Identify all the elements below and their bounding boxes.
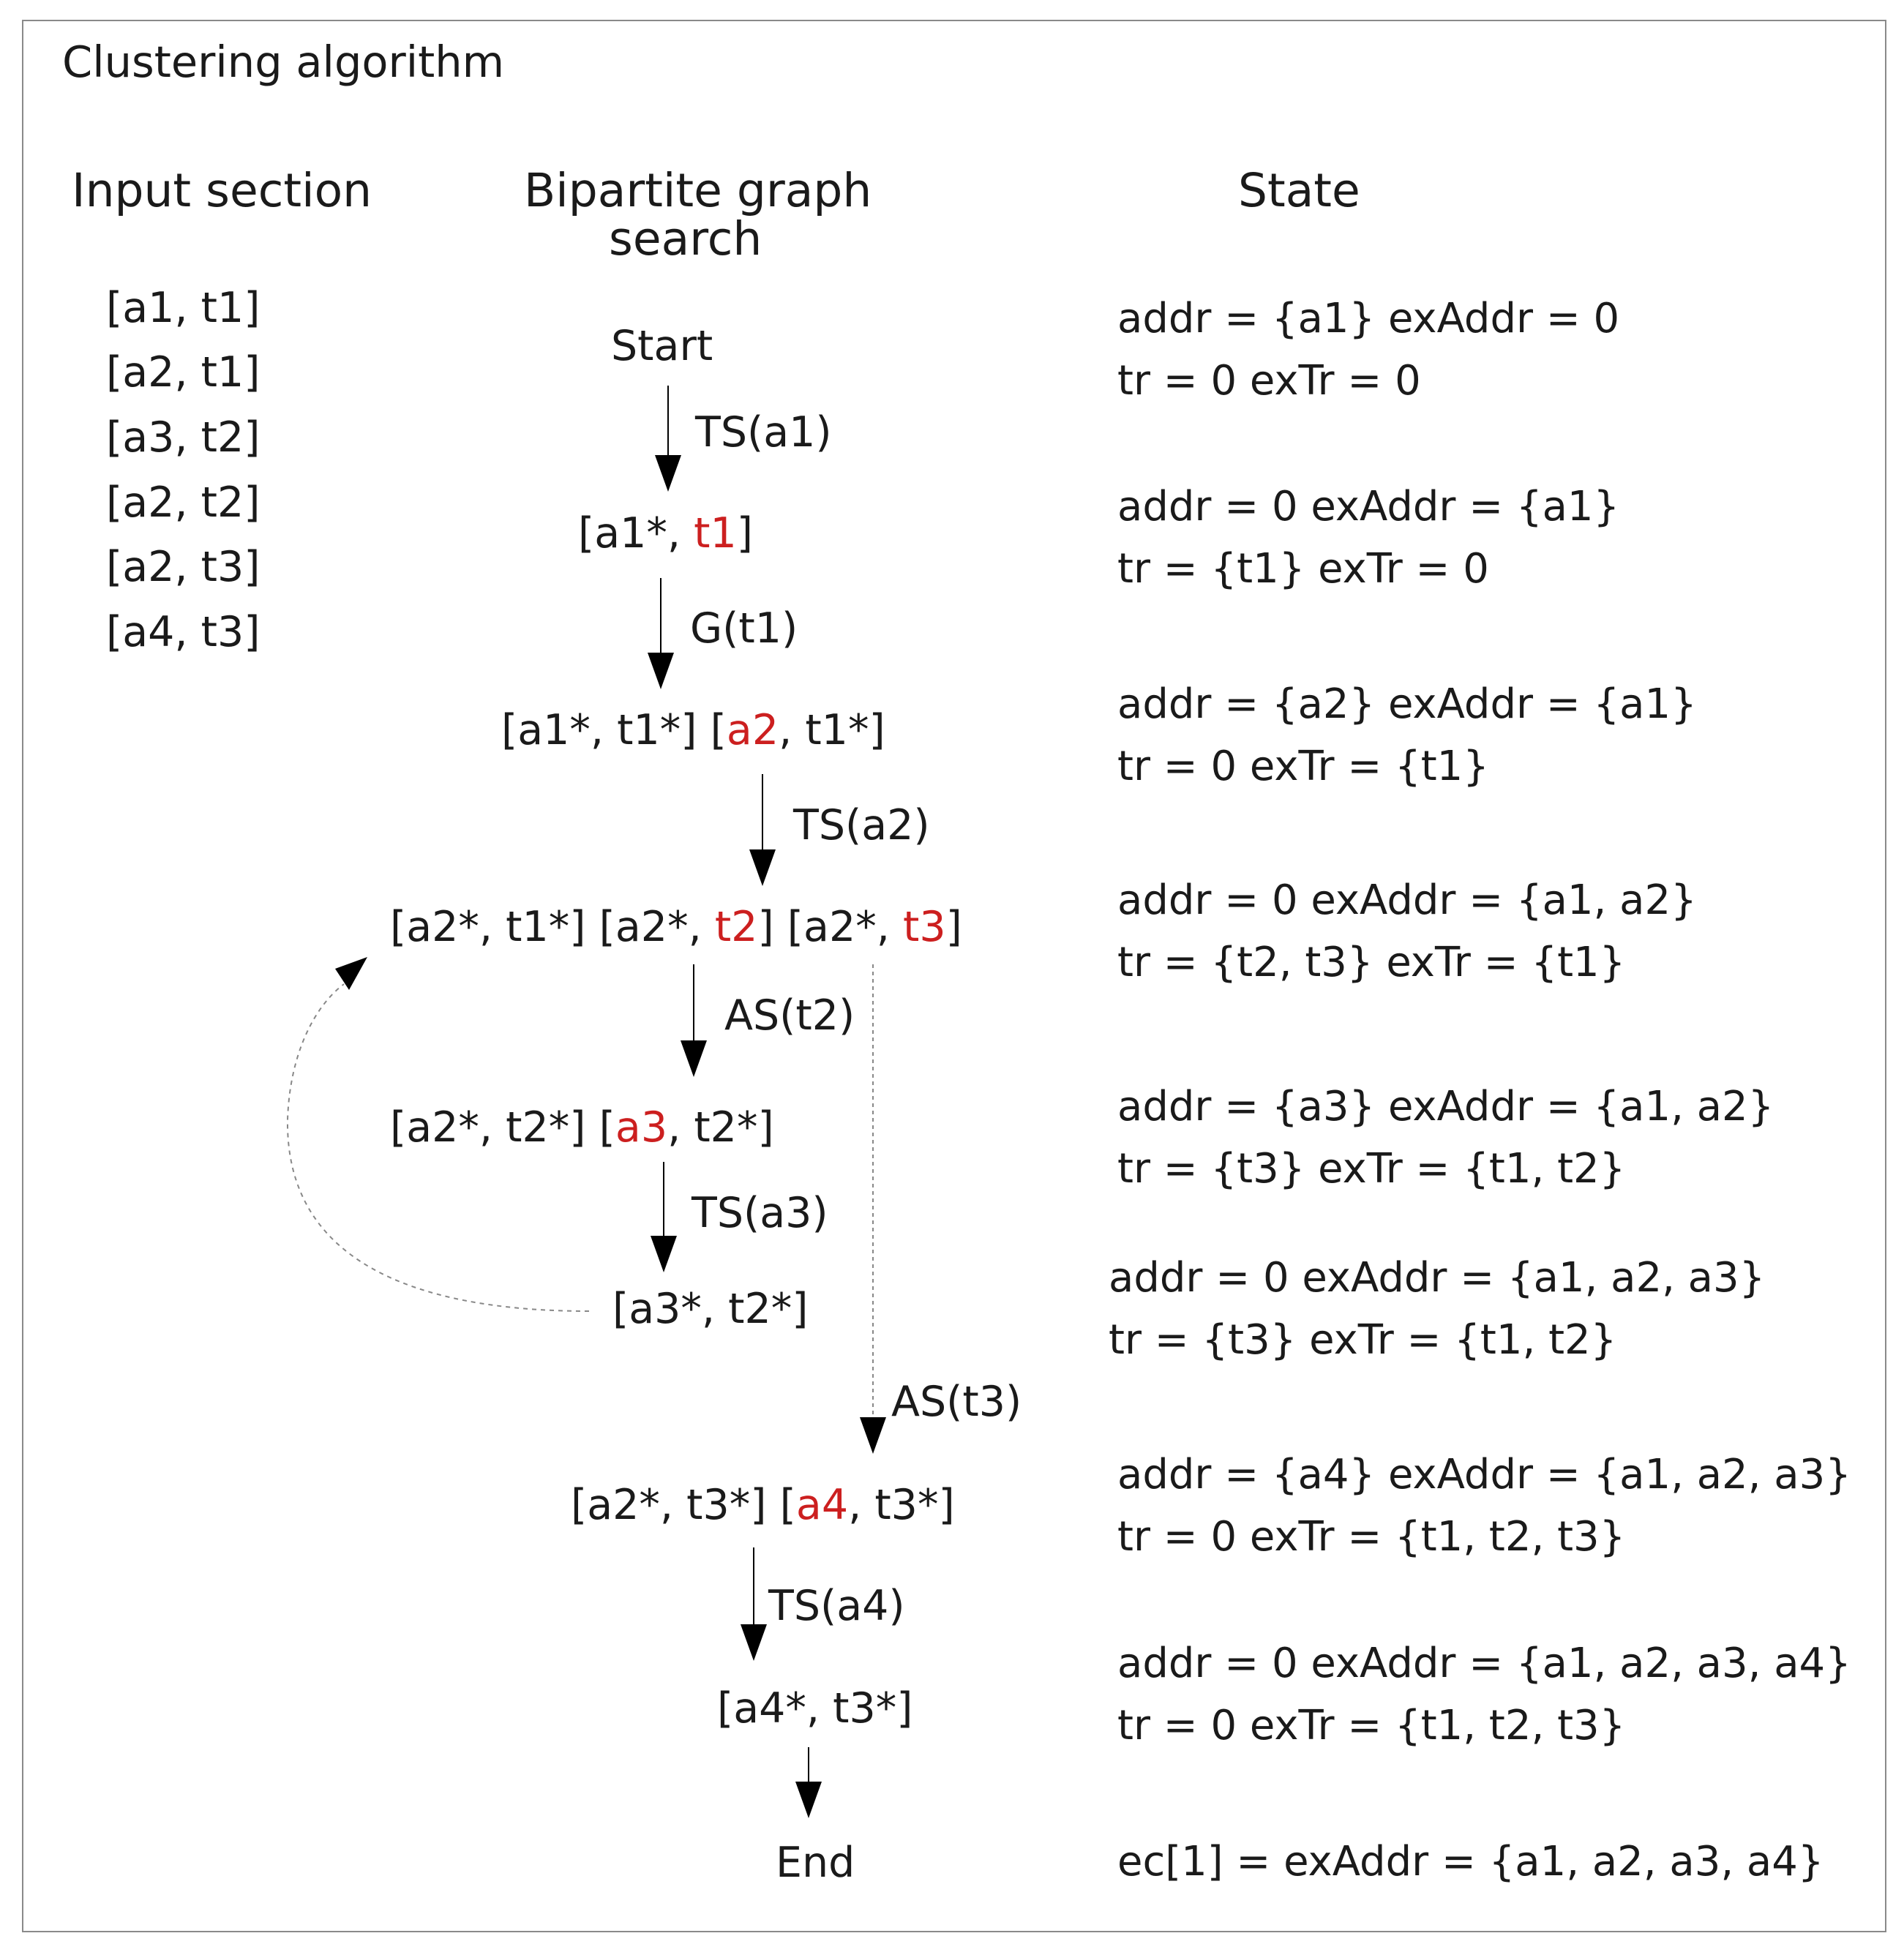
edge-label: TS(a4)	[768, 1582, 905, 1630]
node-text-segment: ]	[945, 903, 962, 951]
highlighted-element: t2	[714, 903, 758, 951]
state-addr-line: addr = {a3} exAddr = {a1, a2}	[1117, 1083, 1774, 1130]
highlighted-element: a4	[795, 1481, 849, 1529]
node-text-segment: [a2*, t1*] [a2*,	[390, 903, 715, 951]
node-6	[571, 1481, 955, 1529]
edge-arrowhead	[681, 1040, 707, 1077]
edge-arrowhead	[749, 849, 776, 886]
edge-arrowhead	[651, 1236, 677, 1272]
node-7: [a4*, t3*]	[717, 1684, 913, 1733]
node-text-segment: , t2*]	[667, 1103, 774, 1152]
state-addr-line: addr = {a1} exAddr = 0	[1117, 295, 1620, 342]
node-text-segment: [a2*, t2*] [	[390, 1103, 615, 1152]
highlighted-element: a3	[615, 1103, 668, 1152]
node-3	[390, 903, 962, 951]
edge-label: AS(t2)	[724, 991, 855, 1040]
state-tr-line: tr = 0 exTr = 0	[1117, 357, 1421, 405]
node-text-segment: ]	[736, 509, 754, 558]
node-5: [a3*, t2*]	[612, 1285, 809, 1333]
edge-label: AS(t3)	[891, 1378, 1022, 1426]
state-tr-line: tr = 0 exTr = {t1, t2, t3}	[1117, 1702, 1626, 1749]
state-tr-line: tr = {t2, t3} exTr = {t1}	[1117, 939, 1626, 986]
input-section-header: Input section	[72, 164, 372, 217]
edge-arrowhead	[741, 1624, 767, 1661]
final-state: ec[1] = exAddr = {a1, a2, a3, a4}	[1117, 1838, 1824, 1885]
state-addr-line: addr = 0 exAddr = {a1, a2, a3, a4}	[1117, 1640, 1851, 1687]
input-item: [a2, t2]	[106, 479, 261, 527]
edge-arrowhead	[655, 455, 681, 492]
node-2	[501, 706, 885, 754]
input-item: [a1, t1]	[106, 284, 261, 332]
graph-search-header-line1: Bipartite graph	[524, 164, 872, 217]
edge-label: TS(a3)	[691, 1189, 828, 1237]
node-text-segment: ] [a2*,	[757, 903, 903, 951]
input-item: [a2, t3]	[106, 543, 261, 591]
input-item: [a3, t2]	[106, 413, 261, 462]
diagram-title: Clustering algorithm	[62, 37, 505, 87]
node-4	[390, 1103, 774, 1152]
edge-arrowhead	[795, 1782, 822, 1818]
node-text-segment: [a1*, t1*] [	[501, 706, 727, 754]
input-item: [a2, t1]	[106, 348, 261, 397]
state-addr-line: addr = 0 exAddr = {a1, a2, a3}	[1109, 1254, 1766, 1302]
edge-arrowhead	[860, 1417, 886, 1454]
state-tr-line: tr = {t3} exTr = {t1, t2}	[1109, 1316, 1617, 1364]
highlighted-element: t3	[902, 903, 946, 951]
highlighted-element: a2	[726, 706, 779, 754]
edge-label: TS(a1)	[695, 408, 832, 457]
state-addr-line: addr = 0 exAddr = {a1, a2}	[1117, 877, 1697, 924]
node-text-segment: , t3*]	[848, 1481, 955, 1529]
back-edge-arrowhead	[335, 957, 367, 990]
node-text-segment: [a2*, t3*] [	[571, 1481, 796, 1529]
edge-label: TS(a2)	[793, 801, 930, 849]
highlighted-element: t1	[694, 509, 737, 558]
node-text-segment: , t1*]	[779, 706, 885, 754]
edge-arrowhead	[648, 653, 674, 689]
node-text-segment: [a1*,	[578, 509, 694, 558]
state-header: State	[1238, 164, 1360, 217]
node-1	[578, 509, 753, 558]
state-addr-line: addr = {a4} exAddr = {a1, a2, a3}	[1117, 1451, 1851, 1498]
state-tr-line: tr = 0 exTr = {t1}	[1117, 743, 1489, 790]
state-tr-line: tr = 0 exTr = {t1, t2, t3}	[1117, 1513, 1626, 1561]
state-addr-line: addr = 0 exAddr = {a1}	[1117, 483, 1620, 530]
input-item: [a4, t3]	[106, 608, 261, 656]
state-addr-line: addr = {a2} exAddr = {a1}	[1117, 680, 1697, 728]
state-tr-line: tr = {t3} exTr = {t1, t2}	[1117, 1145, 1626, 1193]
node-start: Start	[611, 322, 713, 370]
node-end: End	[776, 1839, 855, 1887]
edge-label: G(t1)	[690, 604, 798, 653]
state-tr-line: tr = {t1} exTr = 0	[1117, 545, 1489, 593]
graph-search-header-line2: search	[609, 212, 762, 266]
